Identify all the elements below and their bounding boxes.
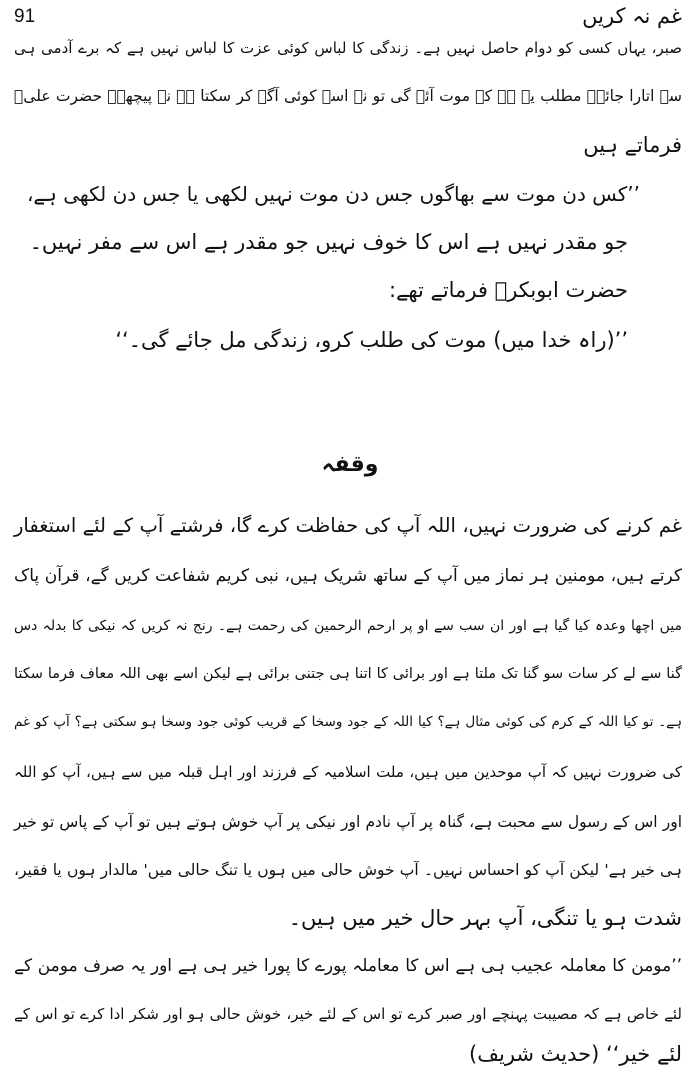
attribution-line: حضرت ابوبکرؓ فرماتے تھے: (388, 278, 628, 302)
quote-line: ’’کس دن موت سے بھاگوں جس دن موت نہیں لکھی یا جس دن لکھی ہے، (26, 182, 640, 206)
paragraph-line: ہی خیر ہے' لیکن آپ کو احساس نہیں۔ آپ خوش حالی میں ہوں یا تنگ حالی میں' مالدار ہوں یا فقیر، (14, 861, 682, 879)
paragraph-line: فرماتے ہیں (583, 133, 682, 157)
page-number: 91 (14, 6, 36, 27)
paragraph-line: گنا سے لے کر سات سو گنا تک ملتا ہے اور برائی کا اتنا ہی جتنی برائی ہے لیکن اسے بھی اللہ معاف فرما سکتا (14, 666, 682, 682)
paragraph-line: غم کرنے کی ضرورت نہیں، اللہ آپ کی حفاظت کرے گا، فرشتے آپ کے لئے استغفار (14, 514, 682, 537)
paragraph-line: میں اچھا وعدہ کیا گیا ہے اور ان سب سے او پر ارحم الرحمین کی رحمت ہے۔ رنج نہ کریں کہ نیکی کا بدلہ دس (14, 618, 682, 634)
paragraph-line: ہے۔ تو کیا اللہ کے کرم کی کوئی مثال ہے؟ کیا اللہ کے جود وسخا کے قریب کوئی جود وسخا ہو سکتی ہے؟ آپ کو غم (14, 714, 682, 730)
quote-line: جو مقدر نہیں ہے اس کا خوف نہیں جو مقدر ہے اس سے مفر نہیں۔ (29, 230, 628, 254)
hadith-line: ’’مومن کا معاملہ عجیب ہی ہے اس کا معاملہ پورے کا پورا خیر ہی ہے اور یہ صرف مومن کے (14, 956, 682, 976)
quote-line: ’’(راہ خدا میں) موت کی طلب کرو، زندگی مل جائے گی۔‘‘ (115, 328, 628, 352)
paragraph-line: اور اس کے رسول سے محبت ہے، گناہ پر آپ نادم اور نیکی پر آپ خوش ہوتے ہیں تو آپ کے پاس تو خیر (14, 813, 682, 831)
paragraph-line: سے اتارا جائے۔ مطلب یہ ہے کہ موت آئے گی تو نہ اسے کوئی آگے کر سکتا ہے نہ پیچھے۔ حضرت علیؓ (14, 87, 682, 105)
section-heading: وقفہ (321, 452, 379, 477)
hadith-line: لئے خیر‘‘ (حدیث شریف) (469, 1042, 682, 1066)
hadith-line: لئے خاص ہے کہ مصیبت پہنچے اور صبر کرے تو اس کے لئے خیر، خوش حالی ہو اور شکر ادا کرے تو اس کے (14, 1005, 682, 1023)
paragraph-line: صبر، یہاں کسی کو دوام حاصل نہیں ہے۔ زندگی کا لباس کوئی عزت کا لباس نہیں ہے کہ برے آدمی ہی (14, 39, 682, 57)
paragraph-line: کرتے ہیں، مومنین ہر نماز میں آپ کے ساتھ شریک ہیں، نبی کریم شفاعت کریں گے، قرآن پاک (14, 566, 682, 586)
paragraph-line: کی ضرورت نہیں کہ آپ موحدین میں ہیں، ملت اسلامیہ کے فرزند اور اہل قبلہ میں سے ہیں، آپ کو اللہ (14, 763, 682, 781)
running-title: غم نہ کریں (582, 4, 682, 28)
paragraph-line: شدت ہو یا تنگی، آپ بہر حال خیر میں ہیں۔ (288, 906, 682, 930)
